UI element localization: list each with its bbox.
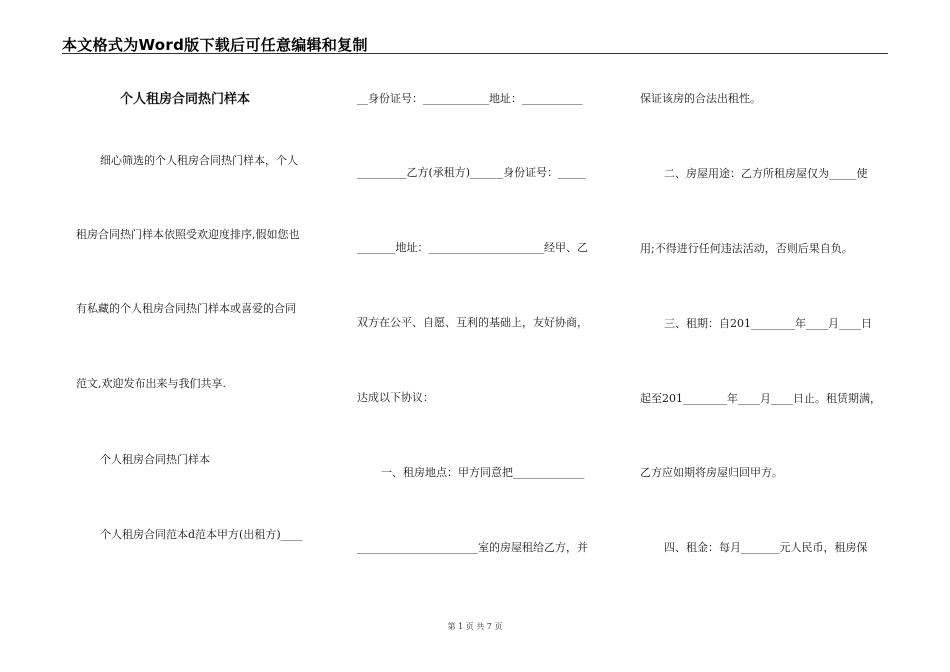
text-line: 起至201________年____月____日止。租赁期满，	[640, 392, 881, 405]
section-heading: 个人租房合同热门样本	[100, 453, 210, 466]
text-line: 细心筛选的个人租房合同热门样本，个人	[100, 154, 298, 167]
text-line: _______地址：_____________________经甲、乙	[357, 241, 588, 254]
text-line: ______________________室的房屋租给乙方，并	[357, 541, 588, 554]
text-line: 达成以下协议：	[357, 391, 434, 404]
text-column-3	[640, 0, 895, 672]
text-line: 双方在公平、自愿、互利的基础上，友好协商，	[357, 316, 588, 329]
text-line: _________乙方(承租方)______身份证号：_____	[357, 166, 586, 179]
text-line: 有私藏的个人租房合同热门样本或喜爱的合同	[76, 302, 296, 315]
text-line: __身份证号：____________地址：___________	[357, 92, 583, 105]
document-title: 个人租房合同热门样本	[120, 92, 251, 107]
text-line: 一、租房地点：甲方同意把_____________	[381, 466, 585, 479]
page-number: 第 1 页 共 7 页	[447, 622, 503, 631]
text-line: 保证该房的合法出租性。	[640, 92, 761, 105]
text-line: 用;不得进行任何违法活动，否则后果自负。	[640, 242, 853, 255]
text-line: 二、房屋用途：乙方所租房屋仅为_____使	[664, 167, 868, 180]
text-line: 三、租期：自201________年____月____日	[664, 317, 872, 330]
text-line: 租房合同热门样本依照受欢迎度排序,假如您也	[76, 228, 300, 241]
text-line: 范文,欢迎发布出来与我们共享.	[76, 377, 226, 390]
text-line: 个人租房合同范本d范本甲方(出租方)____	[100, 528, 303, 541]
document-header: 本文格式为Word版下载后可任意编辑和复制	[62, 36, 368, 54]
text-line: 乙方应如期将房屋归回甲方。	[640, 466, 783, 479]
text-column-2	[357, 0, 607, 672]
text-column-1	[76, 0, 331, 672]
text-line: 四、租金：每月_______元人民币，租房保	[664, 541, 868, 554]
